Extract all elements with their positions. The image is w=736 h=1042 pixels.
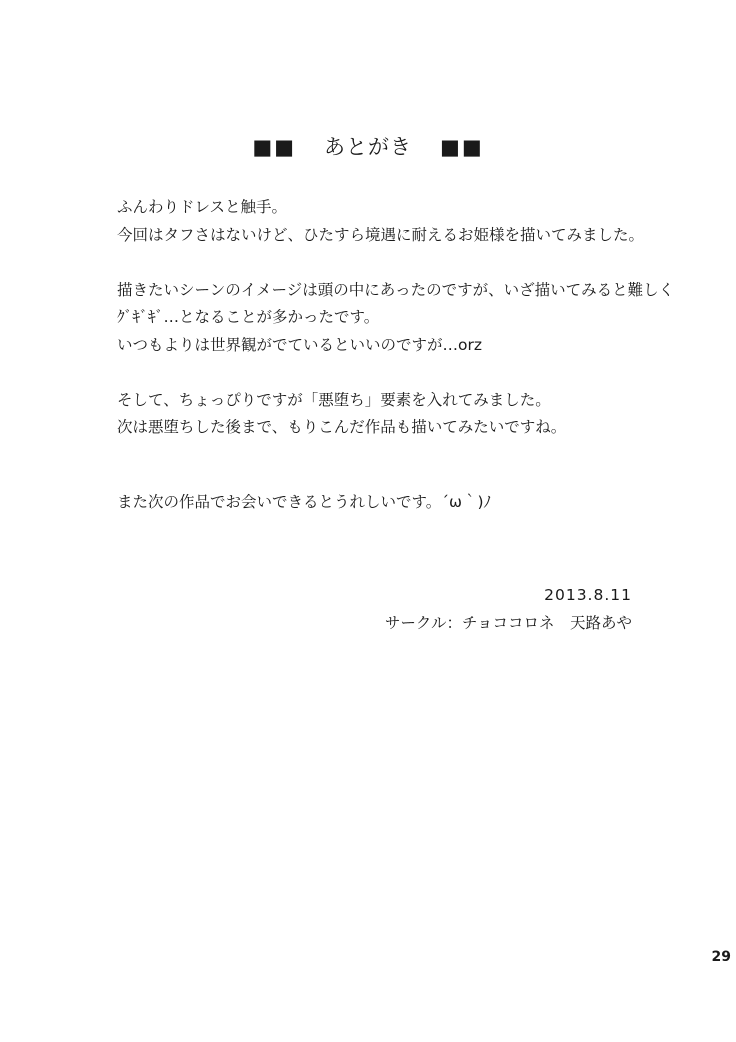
text-line: また次の作品でお会いできるとうれしいです。´ω｀)ﾉ [117,492,492,511]
text-line: いつもよりは世界観がでているといいのですが…orz [117,335,482,354]
text-line: そして、ちょっぴりですが「悪堕ち」要素を入れてみました。 [117,390,551,409]
heading-decoration-left: ■■ [252,135,296,159]
afterword-heading [0,133,736,161]
text-line: 次は悪堕ちした後まで、もりこんだ作品も描いてみたいですね。 [117,418,567,436]
afterword-body [117,194,677,516]
paragraph-3 [117,387,677,442]
paragraph-2 [117,277,677,360]
text-line: 描きたいシーンのイメージは頭の中にあったのですが、いざ描いてみると難しく [117,280,675,299]
text-line: ふんわりドレスと触手。 [117,198,288,216]
text-line: 今回はタフさはないけど、ひたすら境遇に耐えるお姫様を描いてみました。 [117,225,645,244]
paragraph-1 [117,194,677,249]
signature-block [385,582,632,637]
signature-circle: サークル：チョココロネ 天路あや [384,613,632,632]
page-number: 29 [711,949,731,965]
heading-decoration-right: ■■ [440,135,484,159]
heading-title: あとがき [324,135,412,159]
signature-date: 2013.8.11 [544,586,632,604]
paragraph-4 [117,489,677,517]
text-line: ｸﾞｷﾞｷﾞ…となることが多かったです。 [117,308,380,326]
